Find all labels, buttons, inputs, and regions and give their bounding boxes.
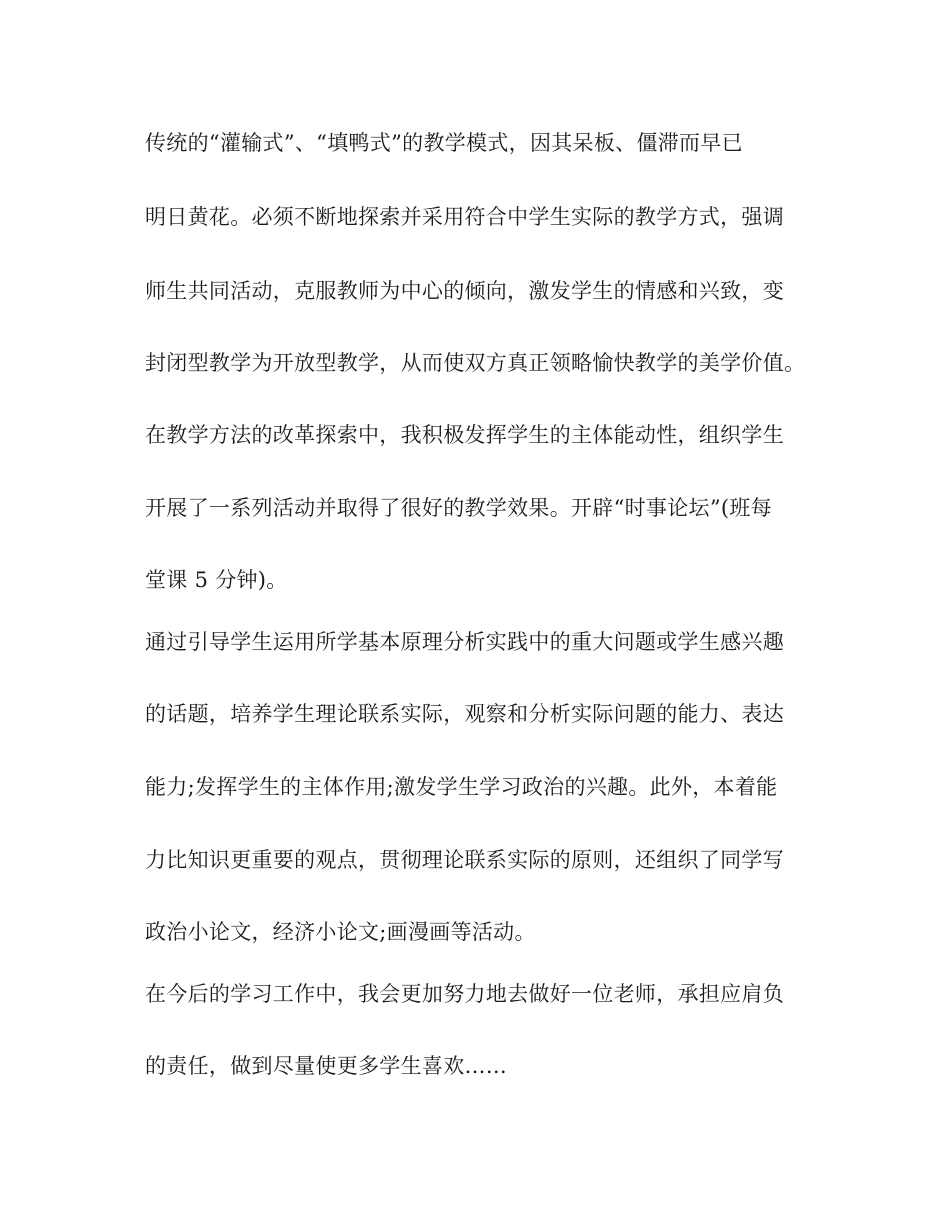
paragraph-1-line-3: 师生共同活动，克服教师为中心的倾向，激发学生的情感和兴致，变 xyxy=(145,279,784,303)
paragraph-2-line-1: 通过引导学生运用所学基本原理分析实践中的重大问题或学生感兴趣 xyxy=(145,630,784,654)
paragraph-2-line-4: 力比知识更重要的观点，贯彻理论联系实际的原则，还组织了同学写 xyxy=(145,848,784,872)
paragraph-2-line-2: 的话题，培养学生理论联系实际，观察和分析实际问题的能力、表达 xyxy=(145,702,784,726)
paragraph-1-line-6: 开展了一系列活动并取得了很好的教学效果。开辟“时事论坛”(班每 xyxy=(145,496,772,520)
paragraph-1-line-5: 在教学方法的改革探索中，我积极发挥学生的主体能动性，组织学生 xyxy=(145,423,784,447)
paragraph-3-line-1: 在今后的学习工作中，我会更加努力地去做好一位老师，承担应肩负 xyxy=(145,982,784,1006)
paragraph-2-line-3: 能力;发挥学生的主体作用;激发学生学习政治的兴趣。此外，本着能 xyxy=(145,775,778,799)
paragraph-2-line-5: 政治小论文，经济小论文;画漫画等活动。 xyxy=(145,920,536,944)
paragraph-1-line-2: 明日黄花。必须不断地探索并采用符合中学生实际的教学方式，强调 xyxy=(145,205,784,229)
paragraph-1-line-7: 堂课 5 分钟)。 xyxy=(145,568,288,592)
paragraph-1-line-1: 传统的“灌输式”、“填鸭式”的教学模式，因其呆板、僵滞而早已 xyxy=(145,131,743,155)
paragraph-3-line-2: 的责任，做到尽量使更多学生喜欢…… xyxy=(145,1054,508,1078)
paragraph-1-line-4: 封闭型教学为开放型教学，从而使双方真正领略愉快教学的美学价值。 xyxy=(145,351,806,375)
